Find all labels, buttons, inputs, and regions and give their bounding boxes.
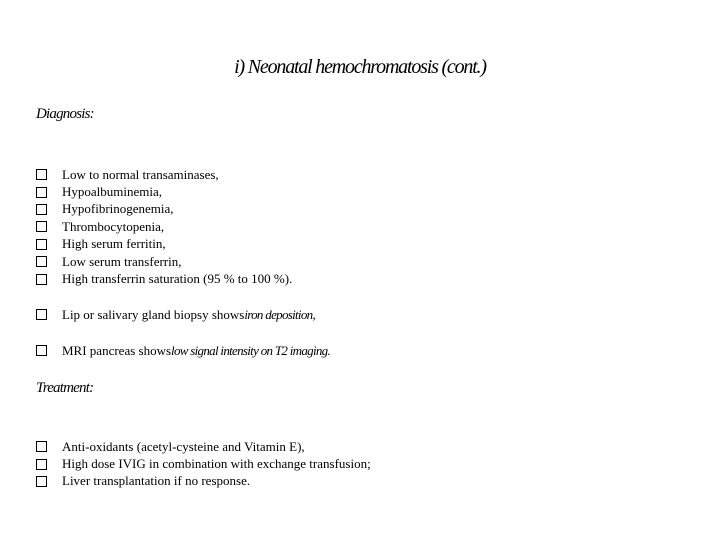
biopsy-text: Lip or salivary gland biopsy shows xyxy=(62,306,245,322)
diagnosis-lab-list xyxy=(36,166,292,288)
list-item xyxy=(36,236,292,253)
checkbox-bullet-icon xyxy=(36,239,47,250)
mri-text: MRI pancreas shows xyxy=(62,342,172,358)
list-item xyxy=(36,342,330,359)
list-item xyxy=(36,253,292,270)
list-item xyxy=(36,166,292,183)
checkbox-bullet-icon xyxy=(36,345,47,356)
list-item xyxy=(36,270,292,287)
checkbox-bullet-icon xyxy=(36,221,47,232)
list-item xyxy=(36,201,292,218)
treatment-heading: Treatment: xyxy=(36,380,94,396)
list-item-text: High serum ferritin, xyxy=(62,236,166,252)
list-item-text: Anti-oxidants (acetyl-cysteine and Vitamin E), xyxy=(62,438,305,454)
list-item xyxy=(36,218,292,235)
list-item-text: Hypoalbuminemia, xyxy=(62,184,163,200)
checkbox-bullet-icon xyxy=(36,187,47,198)
biopsy-emphasis: iron deposition, xyxy=(244,306,315,322)
list-item-text: Hypofibrinogenemia, xyxy=(62,201,174,217)
diagnosis-heading: Diagnosis: xyxy=(36,106,94,122)
mri-emphasis: low signal intensity on T2 imaging. xyxy=(171,342,331,358)
list-item-text: Liver transplantation if no response. xyxy=(62,473,251,489)
list-item xyxy=(36,306,315,323)
list-item-text: High transferrin saturation (95 % to 100 %). xyxy=(62,271,293,287)
list-item-text: Low serum transferrin, xyxy=(62,253,182,269)
checkbox-bullet-icon xyxy=(36,441,47,452)
checkbox-bullet-icon xyxy=(36,309,47,320)
list-item-text: Low to normal transaminases, xyxy=(62,166,219,182)
list-item xyxy=(36,183,292,200)
checkbox-bullet-icon xyxy=(36,169,47,180)
checkbox-bullet-icon xyxy=(36,459,47,470)
checkbox-bullet-icon xyxy=(36,204,47,215)
list-item xyxy=(36,438,371,455)
slide-title: i) Neonatal hemochromatosis (cont.) xyxy=(234,56,486,78)
checkbox-bullet-icon xyxy=(36,274,47,285)
list-item-text: Thrombocytopenia, xyxy=(62,218,165,234)
list-item xyxy=(36,455,371,472)
biopsy-list xyxy=(36,306,315,323)
checkbox-bullet-icon xyxy=(36,256,47,267)
checkbox-bullet-icon xyxy=(36,476,47,487)
treatment-list xyxy=(36,438,371,490)
mri-list xyxy=(36,342,330,359)
list-item-text: High dose IVIG in combination with exchange transfusion; xyxy=(62,456,371,472)
list-item xyxy=(36,473,371,490)
